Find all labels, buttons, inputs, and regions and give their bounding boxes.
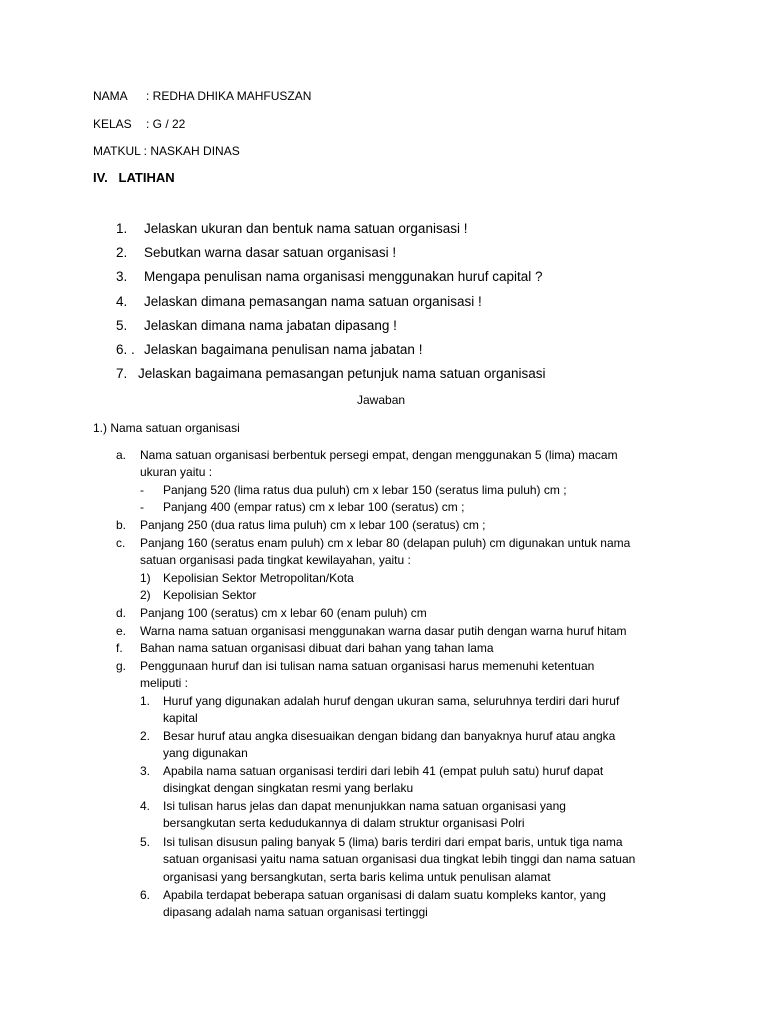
dash-bullet: - xyxy=(140,500,144,514)
answer-c-sub1-label: 1) xyxy=(140,571,151,585)
answer-e-text: Warna nama satuan organisasi menggunakan warna dasar putih dengan warna huruf hitam xyxy=(140,624,627,638)
list-item-number: 4. xyxy=(140,799,151,813)
answer-g-line1: Penggunaan huruf dan isi tulisan nama satuan organisasi harus memenuhi ketentuan xyxy=(140,659,595,673)
answers-title: Jawaban xyxy=(357,393,406,407)
list-item-line: Huruf yang digunakan adalah huruf dengan ukuran sama, seluruhnya terdiri dari huruf xyxy=(163,694,620,708)
answer-e-label: e. xyxy=(116,624,127,638)
answer-d-text: Panjang 100 (seratus) cm x lebar 60 (enam puluh) cm xyxy=(140,606,427,620)
list-item-number: 1. xyxy=(140,694,151,708)
question-text: Jelaskan dimana nama jabatan dipasang ! xyxy=(144,318,397,333)
section-title: IV. LATIHAN xyxy=(93,170,175,185)
answer-c-line2: satuan organisasi pada tingkat kewilayahan, yaitu : xyxy=(140,553,411,567)
kelas-label: KELAS xyxy=(93,117,132,131)
list-item-number: 6. xyxy=(140,888,151,902)
list-item-line: Isi tulisan harus jelas dan dapat menunjukkan nama satuan organisasi yang xyxy=(163,799,566,813)
dash-bullet: - xyxy=(140,483,144,497)
question-text: Jelaskan bagaimana pemasangan petunjuk nama satuan organisasi xyxy=(138,366,546,381)
question-text: Sebutkan warna dasar satuan organisasi ! xyxy=(144,245,397,260)
answer-g-line2: meliputi : xyxy=(140,676,189,690)
question-text: Jelaskan ukuran dan bentuk nama satuan organisasi ! xyxy=(144,221,468,236)
question-number: 2. xyxy=(116,245,128,260)
answer-b-label: b. xyxy=(116,518,127,532)
answer-a-line2: ukuran yaitu : xyxy=(140,465,213,479)
question-number: 1. xyxy=(116,221,128,236)
answer-c-sub2-label: 2) xyxy=(140,588,151,602)
list-item-number: 5. xyxy=(140,835,151,849)
answer-c-sub2: Kepolisian Sektor xyxy=(163,588,257,602)
list-item-line: dipasang adalah nama satuan organisasi tertinggi xyxy=(163,905,428,919)
question-text: Jelaskan bagaimana penulisan nama jabatan ! xyxy=(144,342,423,357)
question-number: 6. . xyxy=(116,342,135,357)
list-item-line: disingkat dengan singkatan resmi yang berlaku xyxy=(163,781,414,795)
list-item-line: organisasi yang bersangkutan, serta baris kelima untuk penulisan alamat xyxy=(163,870,551,884)
list-item-line: Isi tulisan disusun paling banyak 5 (lima) baris terdiri dari empat baris, untuk tiga nama xyxy=(163,835,623,849)
question-number: 3. xyxy=(116,269,128,284)
nama-label: NAMA xyxy=(93,89,128,103)
list-item-line: Apabila nama satuan organisasi terdiri dari lebih 41 (empat puluh satu) huruf dapat xyxy=(163,764,604,778)
list-item-line: Apabila terdapat beberapa satuan organisasi di dalam suatu kompleks kantor, yang xyxy=(163,888,606,902)
nama-value: : REDHA DHIKA MAHFUSZAN xyxy=(146,89,312,103)
question-number: 4. xyxy=(116,294,128,309)
answer-f-label: f. xyxy=(116,641,123,655)
list-item-line: bersangkutan serta kedudukannya di dalam struktur organisasi Polri xyxy=(163,816,525,830)
answer-c-line1: Panjang 160 (seratus enam puluh) cm x lebar 80 (delapan puluh) cm digunakan untuk nama xyxy=(140,536,631,550)
question-text: Jelaskan dimana pemasangan nama satuan organisasi ! xyxy=(144,294,482,309)
list-item-line: Besar huruf atau angka disesuaikan dengan bidang dan banyaknya huruf atau angka xyxy=(163,729,616,743)
question-text: Mengapa penulisan nama organisasi menggunakan huruf capital ? xyxy=(144,269,543,284)
list-item-number: 3. xyxy=(140,764,151,778)
answer-c-sub1: Kepolisian Sektor Metropolitan/Kota xyxy=(163,571,354,585)
answer-a-line1: Nama satuan organisasi berbentuk persegi empat, dengan menggunakan 5 (lima) macam xyxy=(140,448,618,462)
answer-a-label: a. xyxy=(116,448,127,462)
kelas-value: : G / 22 xyxy=(146,117,186,131)
answer-c-label: c. xyxy=(116,536,126,550)
answer-f-text: Bahan nama satuan organisasi dibuat dari bahan yang tahan lama xyxy=(140,641,494,655)
question-number: 7. xyxy=(116,366,128,381)
matkul-line: MATKUL : NASKAH DINAS xyxy=(93,144,240,158)
answer-d-label: d. xyxy=(116,606,127,620)
list-item-line: yang digunakan xyxy=(163,746,248,760)
question-number: 5. xyxy=(116,318,128,333)
answer1-heading: 1.) Nama satuan organisasi xyxy=(93,421,240,435)
answer-b-text: Panjang 250 (dua ratus lima puluh) cm x lebar 100 (seratus) cm ; xyxy=(140,518,486,532)
list-item-line: kapital xyxy=(163,711,198,725)
list-item-number: 2. xyxy=(140,729,151,743)
list-item-line: satuan organisasi yaitu nama satuan organisasi dua tingkat lebih tinggi dan nama satuan xyxy=(163,852,636,866)
answer-a-dash1: Panjang 520 (lima ratus dua puluh) cm x lebar 150 (seratus lima puluh) cm ; xyxy=(163,483,567,497)
answer-g-label: g. xyxy=(116,659,127,673)
answer-a-dash2: Panjang 400 (empar ratus) cm x lebar 100 (seratus) cm ; xyxy=(163,500,465,514)
